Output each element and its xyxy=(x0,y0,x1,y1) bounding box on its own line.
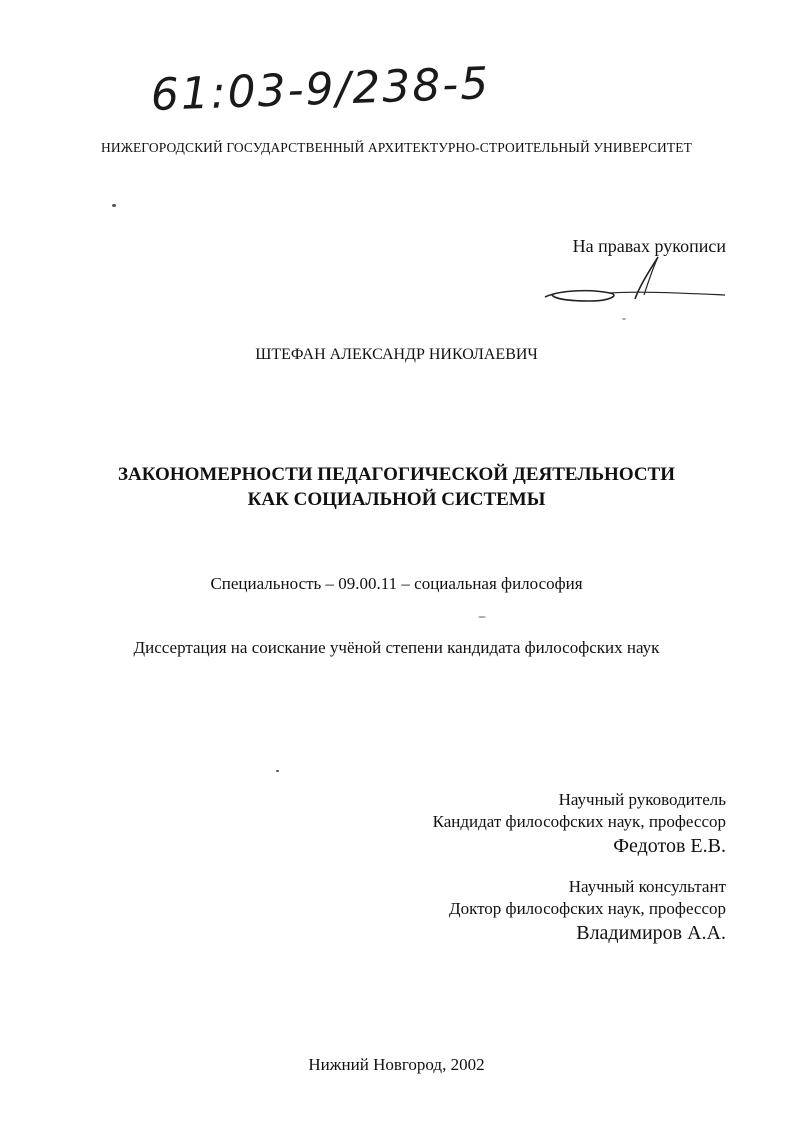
title-line-1: ЗАКОНОМЕРНОСТИ ПЕДАГОГИЧЕСКОЙ ДЕЯТЕЛЬНОСТИ xyxy=(117,464,675,485)
specialty: Специальность – 09.00.11 – социальная философия xyxy=(210,574,583,593)
supervisor-role: Научный руководитель xyxy=(558,790,726,809)
dissertation-degree: Диссертация на соискание учёной степени кандидата философских наук xyxy=(133,638,660,657)
scan-speck xyxy=(478,616,486,618)
scan-speck xyxy=(112,204,116,207)
supervisor-block xyxy=(433,789,726,859)
place-and-year: Нижний Новгород, 2002 xyxy=(308,1055,485,1074)
consultant-name: Владимиров А.А. xyxy=(576,922,726,944)
scan-speck xyxy=(276,770,279,772)
dissertation-title xyxy=(0,462,793,512)
consultant-role: Научный консультант xyxy=(568,877,726,896)
signature-mark xyxy=(540,255,730,315)
university-name: НИЖЕГОРОДСКИЙ ГОСУДАРСТВЕННЫЙ АРХИТЕКТУРНО-СТРОИТЕЛЬНЫЙ УНИВЕРСИТЕТ xyxy=(101,140,692,155)
title-line-2: КАК СОЦИАЛЬНОЙ СИСТЕМЫ xyxy=(247,489,546,510)
handwritten-archive-number: 61:03-9/238-5 xyxy=(150,58,491,121)
author-name: ШТЕФАН АЛЕКСАНДР НИКОЛАЕВИЧ xyxy=(255,346,538,363)
rights-note: На правах рукописи xyxy=(572,236,726,256)
consultant-block xyxy=(449,876,726,946)
supervisor-degree: Кандидат философских наук, профессор xyxy=(432,812,726,831)
supervisor-name: Федотов Е.В. xyxy=(613,835,726,857)
scan-speck xyxy=(622,318,626,320)
consultant-degree: Доктор философских наук, профессор xyxy=(448,899,726,918)
